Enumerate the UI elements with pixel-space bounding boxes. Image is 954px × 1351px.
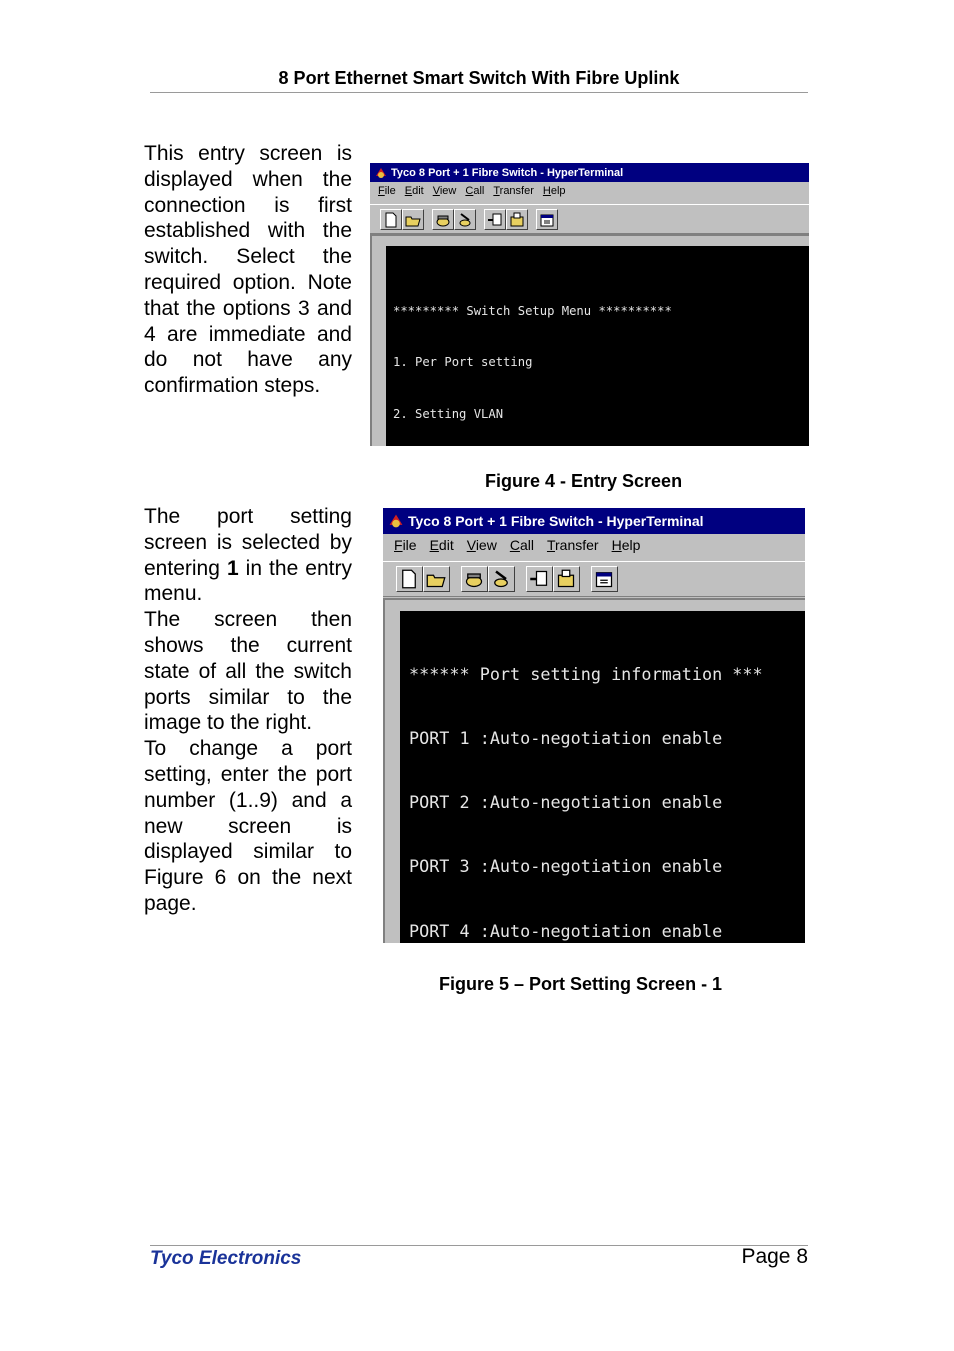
section2-body-text — [144, 504, 352, 917]
footer-company: Tyco Electronics — [150, 1248, 302, 1269]
hyperterminal-app-icon — [387, 512, 405, 530]
figure5-caption: Figure 5 – Port Setting Screen - 1 — [439, 974, 723, 994]
window-title: Tyco 8 Port + 1 Fibre Switch - HyperTerminal — [391, 166, 624, 179]
terminal-line: ****** Port setting information *** — [409, 663, 763, 684]
header-rule — [150, 92, 808, 93]
window-titlebar — [383, 508, 805, 534]
terminal-frame — [383, 598, 805, 943]
menu-bar — [370, 185, 809, 203]
section1-paragraph: This entry screen is displayed when the connection is first established with the switch. Select the required option. Note that the options 3 and 4 are immediate and do not have any confirmation steps. — [144, 142, 352, 398]
menu-call[interactable]: Call — [509, 537, 534, 553]
terminal-screen[interactable] — [386, 246, 809, 446]
hyperterminal-window-port-setting — [383, 508, 805, 943]
footer-rule — [150, 1245, 808, 1246]
connect-icon[interactable] — [432, 209, 454, 230]
toolbar — [370, 204, 809, 234]
terminal-line: PORT 4 :Auto-negotiation enable — [409, 920, 723, 941]
menu-transfer[interactable]: Transfer — [493, 185, 534, 197]
page-header-title: 8 Port Ethernet Smart Switch With Fibre Uplink — [278, 68, 680, 88]
terminal-line: PORT 2 :Auto-negotiation enable — [409, 792, 723, 813]
section1-body-text — [144, 141, 352, 399]
menu-bar — [383, 537, 805, 559]
receive-icon[interactable] — [553, 566, 580, 592]
para1-before: The port setting screen is selected by entering — [144, 505, 352, 580]
window-titlebar — [370, 163, 809, 182]
menu-edit[interactable]: Edit — [429, 537, 454, 553]
new-icon[interactable] — [396, 566, 423, 592]
menu-file[interactable]: File — [394, 537, 417, 553]
disconnect-icon[interactable] — [488, 566, 515, 592]
menu-edit[interactable]: Edit — [404, 185, 424, 197]
menu-file[interactable]: File — [378, 185, 396, 197]
send-icon[interactable] — [484, 209, 506, 230]
properties-icon[interactable] — [536, 209, 558, 230]
menu-view[interactable]: View — [432, 185, 457, 197]
hyperterminal-window-entry — [370, 163, 809, 446]
menu-help[interactable]: Help — [611, 537, 641, 553]
section2-paragraph-2: The screen then shows the current state of all the switch ports similar to the image to the right. — [144, 608, 352, 735]
terminal-screen[interactable] — [400, 611, 805, 943]
new-icon[interactable] — [380, 209, 402, 230]
terminal-line: PORT 3 :Auto-negotiation enable — [409, 856, 723, 877]
menu-help[interactable]: Help — [542, 185, 566, 197]
open-icon[interactable] — [402, 209, 424, 230]
menu-view[interactable]: View — [466, 537, 497, 553]
para1-after: in the entry menu. — [144, 556, 352, 606]
connect-icon[interactable] — [461, 566, 488, 592]
properties-icon[interactable] — [591, 566, 618, 592]
toolbar — [383, 561, 805, 597]
terminal-line: 1. Per Port setting — [393, 355, 533, 370]
section2-paragraph-3: To change a port setting, enter the port number (1..9) and a new screen is displayed similar to Figure 6 on the next page. — [144, 737, 352, 915]
terminal-line: ********* Switch Setup Menu ********** — [393, 303, 672, 318]
footer-page-number: Page 8 — [741, 1245, 808, 1268]
menu-call[interactable]: Call — [465, 185, 485, 197]
section2-paragraph-1 — [144, 504, 352, 607]
terminal-frame — [370, 234, 809, 446]
window-title: Tyco 8 Port + 1 Fibre Switch - HyperTerminal — [408, 513, 704, 529]
menu-transfer[interactable]: Transfer — [546, 537, 599, 553]
terminal-line: PORT 1 :Auto-negotiation enable — [409, 728, 723, 749]
terminal-line: 2. Setting VLAN — [393, 407, 504, 422]
open-icon[interactable] — [423, 566, 450, 592]
figure4-caption: Figure 4 - Entry Screen — [485, 471, 683, 491]
hyperterminal-app-icon — [374, 166, 388, 180]
receive-icon[interactable] — [506, 209, 528, 230]
send-icon[interactable] — [526, 566, 553, 592]
para1-bold: 1 — [226, 556, 239, 580]
disconnect-icon[interactable] — [454, 209, 476, 230]
